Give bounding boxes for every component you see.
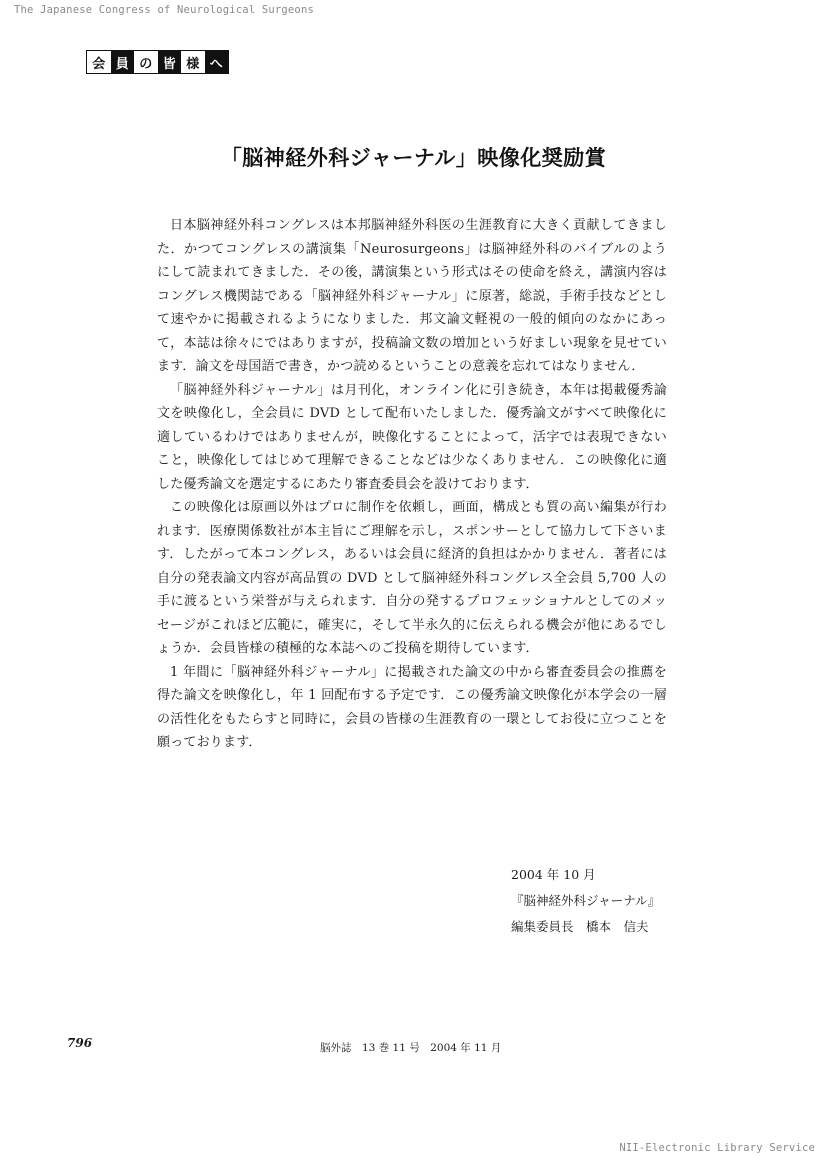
signature-journal: 『脳神経外科ジャーナル』 [511, 893, 661, 908]
paragraph: 日本脳神経外科コングレスは本邦脳神経外科医の生涯教育に大きく貢献してきました．かつてコングレスの講演集「Neurosurgeons」は脳神経外科のバイブルのようにして読まれてきました．その後，講演集という形式はその使命を終え，講演内容はコングレス機関誌である「脳神経外科ジャーナル」に原著，総説，手術手技などとして速やかに掲載されるようになりました．邦文論文軽視の一般的傾向のなかにあって，本誌は徐々にではありますが，投稿論文数の増加という好ましい現象を見せています．論文を母国語で書き，かつ読めるということの意義を忘れてはなりません． [157, 218, 667, 374]
article-title: 「脳神経外科ジャーナル」映像化奨励賞 [220, 146, 607, 170]
section-label-char: 皆 [158, 51, 182, 73]
signature-date: 2004 年 10 月 [511, 867, 596, 882]
section-label-char: の [134, 51, 158, 73]
section-label-char: 員 [111, 51, 135, 73]
service-note: NII-Electronic Library Service [619, 1142, 815, 1154]
page-number: 796 [67, 1036, 93, 1050]
section-label-char: 様 [181, 51, 205, 73]
signature-block [511, 862, 660, 940]
section-label-char: へ [205, 51, 229, 73]
journal-info: 脳外誌 13 巻 11 号 2004 年 11 月 [320, 1042, 502, 1054]
paragraph: 「脳神経外科ジャーナル」は月刊化，オンライン化に引き続き，本年は掲載優秀論文を映像化し，全会員に DVD として配布いたしました．優秀論文がすべて映像化に適しているわけではありませんが，映像化することによって，活字では表現できないこと，映像化してはじめて理解できることなどは少なくありません．この映像化に適した優秀論文を選定するにあたり審査委員会を設けております． [157, 382, 667, 492]
paragraph: 1 年間に「脳神経外科ジャーナル」に掲載された論文の中から審査委員会の推薦を得た論文を映像化し，年 1 回配布する予定です．この優秀論文映像化が本学会の一層の活性化をもたらすと同時に，会員の皆様の生涯教育の一環としてお役に立つことを願っております． [157, 664, 668, 750]
section-label-char: 会 [87, 51, 111, 73]
section-label [86, 50, 229, 74]
signature-author: 編集委員長 橋本 信夫 [511, 919, 649, 934]
paragraph: この映像化は原画以外はプロに制作を依頼し，画面，構成とも質の高い編集が行われます．医療関係数社が本主旨にご理解を示し，スポンサーとして協力して下さいます．したがって本コングレス，あるいは会員に経済的負担はかかりません．著者には自分の発表論文内容が高品質の DVD として脳神経外科コングレス全会員 5,700 人の手に渡るという栄誉が与えられます．自分の発するプロフェッショナルとしてのメッセージがこれほど広範に，確実に，そして半永久的に伝えられる機会が他にあるでしょうか．会員皆様の積極的な本誌へのご投稿を期待しています． [157, 500, 667, 656]
article-body [157, 214, 667, 755]
header-note: The Japanese Congress of Neurological Surgeons [14, 4, 314, 16]
